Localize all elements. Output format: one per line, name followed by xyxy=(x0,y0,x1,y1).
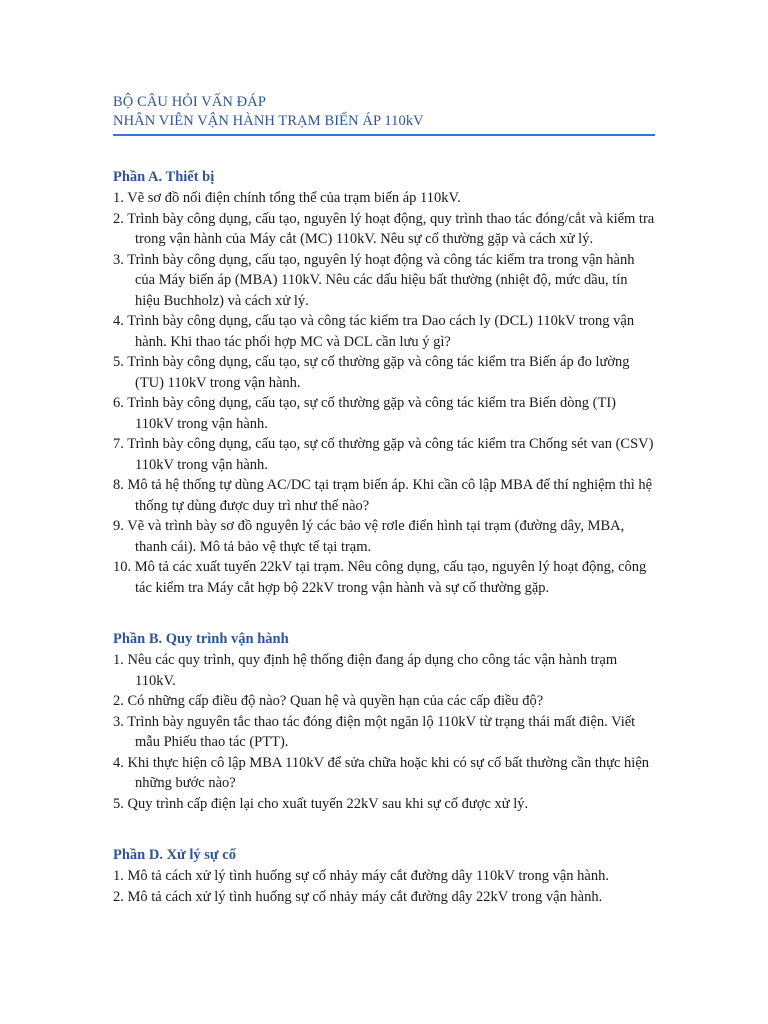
question-item: 2. Trình bày công dụng, cấu tạo, nguyên lý hoạt động, quy trình thao tác đóng/cắt và kiểm tra trong vận hành của Máy cắt (MC) 110kV. Nêu sự cố thường gặp và cách xử lý. xyxy=(113,210,655,247)
question-item: 1. Mô tả cách xử lý tình huống sự cố nhảy máy cắt đường dây 110kV trong vận hành. xyxy=(113,868,609,884)
question-item: 1. Vẽ sơ đồ nối điện chính tổng thể của trạm biến áp 110kV. xyxy=(113,190,461,206)
question-list xyxy=(113,650,655,814)
title-divider xyxy=(113,134,655,136)
section-heading: Phần D. Xử lý sự cố xyxy=(113,847,236,863)
question-item: 9. Vẽ và trình bày sơ đồ nguyên lý các bảo vệ rơle điển hình tại trạm (đường dây, MBA, thanh cái). Mô tả bảo vệ thực tế tại trạm. xyxy=(113,518,625,555)
section-a-equipment xyxy=(113,167,655,598)
question-item: 5. Trình bày công dụng, cấu tạo, sự cố thường gặp và công tác kiểm tra Biến áp đo lường (TU) 110kV trong vận hành. xyxy=(113,354,630,391)
question-item: 3. Trình bày công dụng, cấu tạo, nguyên lý hoạt động và công tác kiểm tra trong vận hành của Máy biến áp (MBA) 110kV. Nêu các dấu hiệu bất thường (nhiệt độ, mức dầu, tín hiệu Buchholz) và cách xử lý. xyxy=(113,251,635,309)
question-list xyxy=(113,866,655,907)
section-heading: Phần A. Thiết bị xyxy=(113,169,215,185)
title-line-1: BỘ CÂU HỎI VẤN ĐÁP xyxy=(113,94,266,110)
question-item: 2. Mô tả cách xử lý tình huống sự cố nhảy máy cắt đường dây 22kV trong vận hành. xyxy=(113,888,603,905)
document-page xyxy=(113,93,655,907)
question-item: 4. Trình bày công dụng, cấu tạo và công tác kiểm tra Dao cách ly (DCL) 110kV trong vận hành. Khi thao tác phối hợp MC và DCL cần lưu ý gì? xyxy=(113,313,635,350)
section-d-incidents xyxy=(113,845,655,907)
question-item: 3. Trình bày nguyên tắc thao tác đóng điện một ngăn lộ 110kV từ trạng thái mất điện. Viết mẫu Phiếu thao tác (PTT). xyxy=(113,713,636,750)
question-item: 5. Quy trình cấp điện lại cho xuất tuyến 22kV sau khi sự cố được xử lý. xyxy=(113,795,529,812)
question-item: 6. Trình bày công dụng, cấu tạo, sự cố thường gặp và công tác kiểm tra Biến dòng (TI) 110kV trong vận hành. xyxy=(113,395,616,432)
question-list xyxy=(113,188,655,598)
question-item: 8. Mô tả hệ thống tự dùng AC/DC tại trạm biến áp. Khi cần cô lập MBA để thí nghiệm thì hệ thống tự dùng được duy trì như thế nào? xyxy=(113,477,653,514)
document-title xyxy=(113,93,655,136)
question-item: 7. Trình bày công dụng, cấu tạo, sự cố thường gặp và công tác kiểm tra Chống sét van (CSV) 110kV trong vận hành. xyxy=(113,436,654,473)
question-item: 4. Khi thực hiện cô lập MBA 110kV để sửa chữa hoặc khi có sự cố bất thường cần thực hiện những bước nào? xyxy=(113,754,650,791)
title-line-2: NHÂN VIÊN VẬN HÀNH TRẠM BIẾN ÁP 110kV xyxy=(113,113,424,129)
question-item: 10. Mô tả các xuất tuyến 22kV tại trạm. Nêu công dụng, cấu tạo, nguyên lý hoạt động, công tác kiểm tra Máy cắt hợp bộ 22kV trong vận hành và sự cố thường gặp. xyxy=(113,559,647,596)
question-item: 1. Nêu các quy trình, quy định hệ thống điện đang áp dụng cho công tác vận hành trạm 110kV. xyxy=(113,652,618,689)
section-b-procedures xyxy=(113,629,655,814)
question-item: 2. Có những cấp điều độ nào? Quan hệ và quyền hạn của các cấp điều độ? xyxy=(113,693,544,709)
section-heading: Phần B. Quy trình vận hành xyxy=(113,631,289,647)
